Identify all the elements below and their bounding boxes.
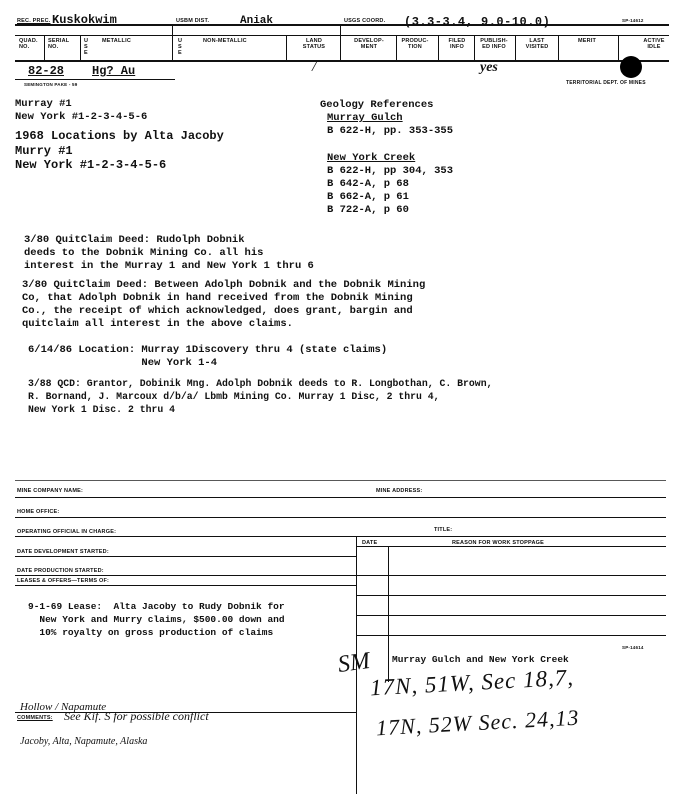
form-rule xyxy=(356,615,666,616)
lease-line-2: New York and Murry claims, $500.00 down and xyxy=(28,614,285,625)
date-label: DATE xyxy=(362,540,378,546)
form-rule xyxy=(15,536,666,537)
entry-4-line-2: R. Bornand, J. Marcoux d/b/a/ Lbmb Mining Co. Murray 1 Disc, 2 thru 4, xyxy=(28,391,440,402)
land-status-value: / xyxy=(312,59,317,75)
production-label: PRODUC-TION xyxy=(401,38,429,50)
form-rule xyxy=(15,556,356,557)
usgs-coord-label: USGS COORD. xyxy=(344,18,386,24)
leases-label: LEASES & OFFERS—TERMS OF: xyxy=(17,578,110,584)
divider xyxy=(44,35,45,60)
divider xyxy=(438,35,439,60)
handwritten-location-2: 17N, 52W Sec. 24,13 xyxy=(375,704,581,741)
divider xyxy=(172,24,173,60)
territorial-dept: TERRITORIAL DEPT. OF MINES xyxy=(566,80,646,86)
newyork-ref-3: B 662-A, p 61 xyxy=(327,191,409,203)
new-york-creek-heading: New York Creek xyxy=(327,152,416,164)
form-rule xyxy=(15,585,356,586)
quad-no-label: QUAD. NO. xyxy=(19,38,38,50)
divider xyxy=(618,35,619,60)
newyork-ref-2: B 642-A, p 68 xyxy=(327,178,409,190)
entry-2-line-3: Co., the receipt of which acknowledged, does grant, bargin and xyxy=(22,305,413,317)
entry-2-line-4: quitclaim all interest in the above claims. xyxy=(22,318,293,330)
entry-1-line-3: interest in the Murray 1 and New York 1 thru 6 xyxy=(24,260,314,272)
claims-line-5: New York #1-2-3-4-5-6 xyxy=(15,158,167,172)
date-column-line-2 xyxy=(388,546,389,682)
handwritten-comments: See Kif. S for possible conflict xyxy=(64,709,209,723)
sm-mark: SM xyxy=(336,647,372,679)
mine-company-label: MINE COMPANY NAME: xyxy=(17,488,84,494)
entry-4-line-1: 3/88 QCD: Grantor, Dobinik Mng. Adolph Dobnik deeds to R. Longbothan, C. Brown, xyxy=(28,378,493,389)
divider xyxy=(396,35,397,60)
murray-gulch-heading: Murray Gulch xyxy=(327,112,403,124)
rec-prec-label: REC. PREC. xyxy=(17,18,51,24)
non-metallic-label: NON-METALLIC xyxy=(203,38,247,44)
form-rule xyxy=(356,546,666,547)
divider xyxy=(286,35,287,60)
handwritten-location-1: 17N, 51W, Sec 18,7, xyxy=(369,664,575,701)
quad-value: 82-28 xyxy=(28,64,65,78)
entry-3-line-1: 6/14/86 Location: Murray 1Discovery thru 4 (state claims) xyxy=(28,344,388,356)
claims-line-3: 1968 Locations by Alta Jacoby xyxy=(15,129,224,143)
lease-line-3: 10% royalty on gross production of claims xyxy=(28,627,274,638)
form-rule xyxy=(356,635,666,636)
printer-line: SEMINGTON PAKE - 59 xyxy=(24,82,78,87)
published-value: yes xyxy=(480,60,498,75)
usbm-dist-value: Aniak xyxy=(240,15,274,27)
entry-1-line-2: deeds to the Dobnik Mining Co. all his xyxy=(24,247,264,259)
form-rule xyxy=(15,497,666,498)
form-number-bottom: SP-14614 xyxy=(622,645,644,650)
divider xyxy=(80,35,81,60)
claims-line-4: Murry #1 xyxy=(15,144,73,158)
usgs-coord-value: (3.3-3.4, 9.0-10.0) xyxy=(404,15,551,29)
form-rule xyxy=(356,595,666,596)
use-label: U S E xyxy=(84,38,89,56)
claims-line-1: Murray #1 xyxy=(15,98,72,110)
form-rule xyxy=(15,517,666,518)
mine-address-label: MINE ADDRESS: xyxy=(376,488,423,494)
values-rule xyxy=(15,79,175,80)
usbm-dist-label: USBM DIST. xyxy=(176,18,210,24)
header-mid-rule xyxy=(15,35,669,36)
rec-prec-value: Kuskokwim xyxy=(52,13,117,27)
filed-info-label: FILED INFO xyxy=(448,38,466,50)
form-rule xyxy=(15,575,666,576)
reason-label: REASON FOR WORK STOPPAGE xyxy=(452,540,544,546)
dev-started-label: DATE DEVELOPMENT STARTED: xyxy=(17,549,109,555)
comments-label: COMMENTS: xyxy=(17,715,53,721)
geology-title: Geology References xyxy=(320,99,434,111)
divider xyxy=(515,35,516,60)
black-dot-mark xyxy=(620,56,642,78)
handwritten-owners: Jacoby, Alta, Napamute, Alaska xyxy=(20,736,148,747)
newyork-ref-1: B 622-H, pp 304, 353 xyxy=(327,165,454,177)
newyork-ref-4: B 722-A, p 60 xyxy=(327,204,409,216)
handwritten-hollow: Hollow / Napamute xyxy=(20,701,107,713)
prod-started-label: DATE PRODUCTION STARTED: xyxy=(17,568,104,574)
entry-4-line-3: New York 1 Disc. 2 thru 4 xyxy=(28,404,175,415)
location-title: Murray Gulch and New York Creek xyxy=(392,654,569,665)
use-label-2: U S E xyxy=(178,38,183,56)
divider xyxy=(474,35,475,60)
entry-2-line-2: Co, that Adolph Dobnik in hand received from the Dobnik Mining xyxy=(22,292,413,304)
form-number-top: SP-14612 xyxy=(622,18,644,23)
entry-1-line-1: 3/80 QuitClaim Deed: Rudolph Dobnik xyxy=(24,234,245,246)
bottom-column-line xyxy=(356,682,357,794)
title-label: TITLE: xyxy=(434,527,453,533)
divider xyxy=(340,24,341,60)
merit-label: MERIT xyxy=(578,38,597,44)
claims-line-2: New York #1-2-3-4-5-6 xyxy=(15,111,148,123)
active-idle-label: ACTIVE IDLE xyxy=(643,38,665,50)
murray-ref-1: B 622-H, pp. 353-355 xyxy=(327,125,454,137)
last-visited-label: LAST VISITED xyxy=(525,38,549,50)
form-top-rule xyxy=(15,480,666,481)
divider xyxy=(558,35,559,60)
development-label: DEVELOP-MENT xyxy=(354,38,384,50)
home-office-label: HOME OFFICE: xyxy=(17,509,60,515)
operating-official-label: OPERATING OFFICIAL IN CHARGE: xyxy=(17,529,117,535)
serial-value: Hg? Au xyxy=(92,64,136,78)
header-bottom-rule xyxy=(15,60,669,62)
serial-no-label: SERIAL NO. xyxy=(48,38,70,50)
land-status-label: LAND STATUS xyxy=(302,38,326,50)
lease-line-1: 9-1-69 Lease: Alta Jacoby to Rudy Dobnik for xyxy=(28,601,285,612)
entry-2-line-1: 3/80 QuitClaim Deed: Between Adolph Dobnik and the Dobnik Mining xyxy=(22,279,426,291)
entry-3-line-2: New York 1-4 xyxy=(28,357,218,369)
metallic-label: METALLIC xyxy=(102,38,131,44)
published-info-label: PUBLISH-ED INFO xyxy=(480,38,508,50)
